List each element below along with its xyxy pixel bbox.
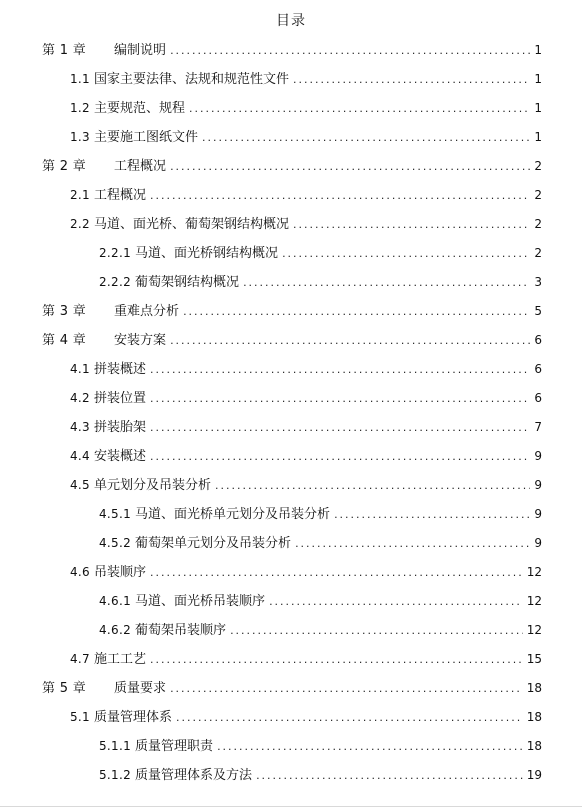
toc-entry-page-number: 18 (526, 739, 542, 753)
toc-entry-number: 1.3 (70, 130, 90, 144)
toc-entry[interactable] (0, 355, 582, 384)
toc-entry-title: 质量管理体系及方法 (135, 768, 253, 783)
toc-entry-title: 安装方案 (114, 333, 167, 348)
toc-entry[interactable] (0, 645, 582, 674)
toc-entry[interactable] (0, 500, 582, 529)
toc-entry-page-number: 1 (534, 72, 542, 86)
toc-entry-page-number: 9 (534, 478, 542, 492)
toc-entry[interactable] (0, 239, 582, 268)
toc-entry[interactable] (0, 123, 582, 152)
toc-dot-leader (170, 674, 523, 703)
toc-entry-page-number: 18 (526, 710, 542, 724)
toc-entry[interactable] (0, 94, 582, 123)
toc-entry-page-number: 2 (534, 188, 542, 202)
toc-entry-page-number: 1 (534, 101, 542, 115)
toc-entry[interactable] (0, 210, 582, 239)
toc-entry-title: 拼装胎架 (93, 420, 146, 435)
toc-entry-number: 1.2 (70, 101, 90, 115)
toc-entry-title: 葡萄架吊装顺序 (135, 623, 227, 638)
toc-dot-leader (334, 500, 530, 529)
toc-dot-leader (150, 413, 530, 442)
toc-entry-number: 4.2 (70, 391, 90, 405)
toc-entry[interactable] (0, 181, 582, 210)
toc-entry-number: 第 1 章 (42, 43, 87, 58)
toc-entry[interactable] (0, 65, 582, 94)
toc-entry-page-number: 12 (526, 594, 542, 608)
toc-entry-page-number: 9 (534, 449, 542, 463)
toc-entry-page-number: 6 (534, 391, 542, 405)
toc-entry-page-number: 2 (534, 217, 542, 231)
toc-entry-title: 拼装位置 (93, 391, 146, 406)
toc-entry-title: 重难点分析 (114, 304, 180, 319)
toc-entry-title: 葡萄架单元划分及吊装分析 (135, 536, 292, 551)
toc-dot-leader (295, 529, 530, 558)
toc-entry-title: 主要规范、规程 (93, 101, 185, 116)
toc-entry-page-number: 19 (526, 768, 542, 782)
toc-entry-number: 第 5 章 (42, 681, 87, 696)
toc-entry-title: 马道、面光桥吊装顺序 (135, 594, 266, 609)
toc-entry-title: 国家主要法律、法规和规范性文件 (93, 72, 289, 87)
toc-entry-title: 葡萄架钢结构概况 (135, 275, 240, 290)
toc-entry[interactable] (0, 384, 582, 413)
toc-dot-leader (282, 239, 530, 268)
toc-list (0, 36, 582, 790)
toc-entry-page-number: 2 (534, 159, 542, 173)
toc-entry-page-number: 12 (526, 623, 542, 637)
toc-entry-page-number: 9 (534, 507, 542, 521)
toc-entry[interactable] (0, 297, 582, 326)
toc-entry-number: 第 3 章 (42, 304, 87, 319)
toc-entry-number: 4.6.1 (99, 594, 132, 608)
toc-entry-number: 5.1.2 (99, 768, 132, 782)
toc-entry[interactable] (0, 471, 582, 500)
toc-dot-leader (230, 616, 523, 645)
toc-entry-page-number: 6 (534, 362, 542, 376)
toc-entry-number: 4.5.2 (99, 536, 132, 550)
toc-dot-leader (170, 152, 530, 181)
toc-dot-leader (176, 703, 523, 732)
toc-entry-page-number: 3 (534, 275, 542, 289)
toc-dot-leader (150, 442, 530, 471)
toc-entry-number: 2.2.1 (99, 246, 132, 260)
toc-entry-number: 第 4 章 (42, 333, 87, 348)
toc-entry-page-number: 6 (534, 333, 542, 347)
toc-dot-leader (269, 587, 523, 616)
toc-dot-leader (243, 268, 530, 297)
toc-dot-leader (150, 181, 530, 210)
toc-dot-leader (217, 732, 523, 761)
toc-title: 目录 (276, 13, 306, 29)
toc-entry[interactable] (0, 152, 582, 181)
toc-dot-leader (150, 645, 523, 674)
toc-dot-leader (256, 761, 523, 790)
toc-entry-title: 工程概况 (93, 188, 146, 203)
toc-entry-title: 质量管理职责 (135, 739, 214, 754)
toc-entry-number: 1.1 (70, 72, 90, 86)
toc-entry-title: 工程概况 (114, 159, 167, 174)
toc-entry-number: 2.2 (70, 217, 90, 231)
toc-dot-leader (293, 65, 530, 94)
toc-entry-number: 5.1.1 (99, 739, 132, 753)
toc-dot-leader (215, 471, 530, 500)
toc-entry-number: 2.2.2 (99, 275, 132, 289)
toc-dot-leader (189, 94, 530, 123)
toc-dot-leader (150, 558, 523, 587)
toc-dot-leader (183, 297, 530, 326)
toc-entry-number: 4.4 (70, 449, 90, 463)
toc-entry-title: 主要施工图纸文件 (93, 130, 198, 145)
toc-entry-page-number: 7 (534, 420, 542, 434)
toc-entry-number: 2.1 (70, 188, 90, 202)
toc-entry-title: 吊装顺序 (93, 565, 146, 580)
toc-entry[interactable] (0, 558, 582, 587)
toc-entry[interactable] (0, 529, 582, 558)
toc-entry[interactable] (0, 761, 582, 790)
toc-entry[interactable] (0, 413, 582, 442)
toc-entry-number: 4.7 (70, 652, 90, 666)
toc-entry-title: 单元划分及吊装分析 (93, 478, 211, 493)
toc-entry-page-number: 1 (534, 130, 542, 144)
page-bottom-divider (0, 806, 582, 807)
toc-entry-page-number: 2 (534, 246, 542, 260)
toc-entry[interactable] (0, 674, 582, 703)
toc-entry-number: 4.6.2 (99, 623, 132, 637)
toc-entry-title: 马道、面光桥钢结构概况 (135, 246, 279, 261)
toc-entry-number: 4.6 (70, 565, 90, 579)
toc-entry-number: 4.5.1 (99, 507, 132, 521)
toc-entry-title: 质量管理体系 (93, 710, 172, 725)
toc-entry-number: 5.1 (70, 710, 90, 724)
toc-entry-title: 马道、面光桥单元划分及吊装分析 (135, 507, 331, 522)
toc-dot-leader (170, 326, 530, 355)
toc-entry[interactable] (0, 703, 582, 732)
toc-entry[interactable] (0, 616, 582, 645)
toc-entry-page-number: 9 (534, 536, 542, 550)
toc-entry[interactable] (0, 732, 582, 761)
toc-dot-leader (170, 36, 530, 65)
toc-entry-title: 拼装概述 (93, 362, 146, 377)
toc-entry-page-number: 1 (534, 43, 542, 57)
toc-entry-title: 质量要求 (114, 681, 167, 696)
toc-entry[interactable] (0, 268, 582, 297)
toc-dot-leader (293, 210, 530, 239)
toc-entry-title: 马道、面光桥、葡萄架钢结构概况 (93, 217, 289, 232)
toc-entry[interactable] (0, 36, 582, 65)
toc-entry[interactable] (0, 442, 582, 471)
toc-dot-leader (150, 384, 530, 413)
toc-entry-title: 编制说明 (114, 43, 167, 58)
toc-entry-page-number: 5 (534, 304, 542, 318)
toc-entry-page-number: 15 (526, 652, 542, 666)
toc-entry-page-number: 12 (526, 565, 542, 579)
toc-entry-number: 4.5 (70, 478, 90, 492)
toc-dot-leader (150, 355, 530, 384)
toc-entry-number: 第 2 章 (42, 159, 87, 174)
toc-dot-leader (202, 123, 530, 152)
toc-entry[interactable] (0, 587, 582, 616)
toc-entry-title: 施工工艺 (93, 652, 146, 667)
toc-entry-number: 4.1 (70, 362, 90, 376)
toc-entry-page-number: 18 (526, 681, 542, 695)
toc-entry-title: 安装概述 (93, 449, 146, 464)
toc-entry-number: 4.3 (70, 420, 90, 434)
toc-entry[interactable] (0, 326, 582, 355)
